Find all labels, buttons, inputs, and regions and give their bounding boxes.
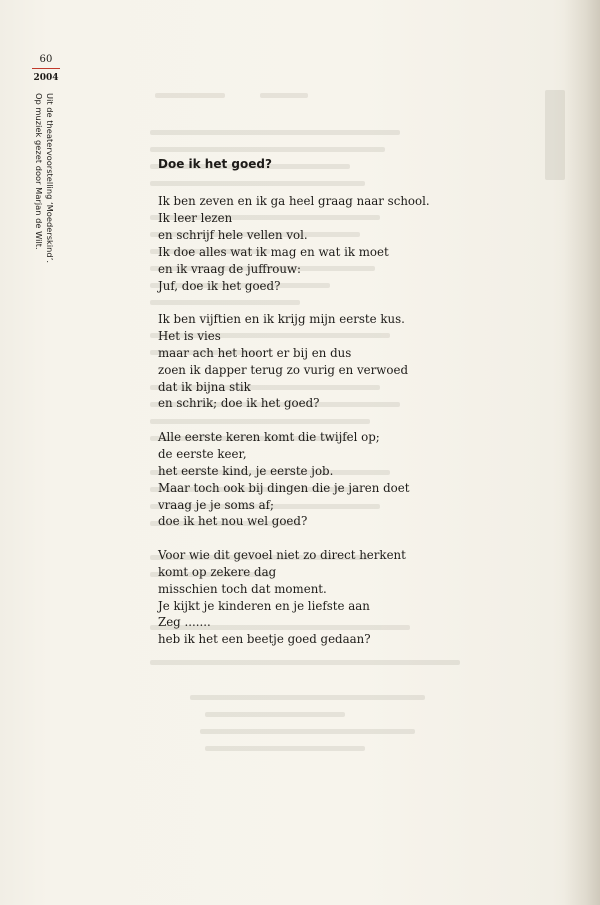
side-note	[33, 93, 55, 263]
poem-line: komt op zekere dag	[158, 564, 277, 579]
poem-line: Ik doe alles wat ik mag en wat ik moet	[158, 244, 389, 259]
side-note-line: Op muziek gezet door Marjan de Wilt.	[34, 93, 44, 250]
poem-line: heb ik het een beetje goed gedaan?	[158, 632, 371, 647]
poem-line: dat ik bijna stik	[158, 379, 251, 394]
poem-line: het eerste kind, je eerste job.	[158, 463, 334, 478]
poem-line: Je kijkt je kinderen en je liefste aan	[158, 598, 370, 613]
poem-line: Zeg .......	[158, 615, 211, 630]
page-gutter-shadow	[564, 0, 600, 905]
poem-line: en ik vraag de juffrouw:	[158, 261, 302, 276]
page-number: 60	[39, 54, 53, 65]
poem-line: Ik ben zeven en ik ga heel graag naar school.	[158, 194, 430, 208]
poem-line: Maar toch ook bij dingen die je jaren doet	[158, 480, 410, 495]
poem-line: zoen ik dapper terug zo vurig en verwoed	[158, 362, 409, 377]
red-divider	[32, 68, 60, 69]
poem-line: maar ach het hoort er bij en dus	[158, 345, 352, 360]
poem-line: Ik leer lezen	[158, 210, 233, 225]
stanza	[158, 193, 430, 294]
poem-line: doe ik het nou wel goed?	[158, 514, 308, 529]
year-label: 2004	[33, 73, 59, 83]
poem-line: de eerste keer,	[158, 446, 247, 461]
poem-line: misschien toch dat moment.	[158, 581, 327, 596]
stanza	[158, 311, 430, 412]
poem-line: Alle eerste keren komt die twijfel op;	[158, 429, 380, 444]
side-note-line: Uit de theatervoorstelling ‘Moederskind’.	[45, 93, 55, 263]
poem-line: en schrijf hele vellen vol.	[158, 227, 308, 242]
poem-line: Voor wie dit gevoel niet zo direct herkent	[158, 547, 406, 562]
poem-line: Het is vies	[158, 328, 221, 343]
poem-line: Juf, doe ik het goed?	[158, 278, 281, 293]
stanza	[158, 547, 430, 648]
poem-title: Doe ik het goed?	[158, 157, 272, 171]
poem-line: en schrik; doe ik het goed?	[158, 396, 320, 411]
poem-body	[158, 193, 430, 665]
stanza	[158, 429, 430, 530]
poem-line: Ik ben vijftien en ik krijg mijn eerste kus.	[158, 311, 405, 326]
poem-line: vraag je je soms af;	[158, 497, 274, 512]
